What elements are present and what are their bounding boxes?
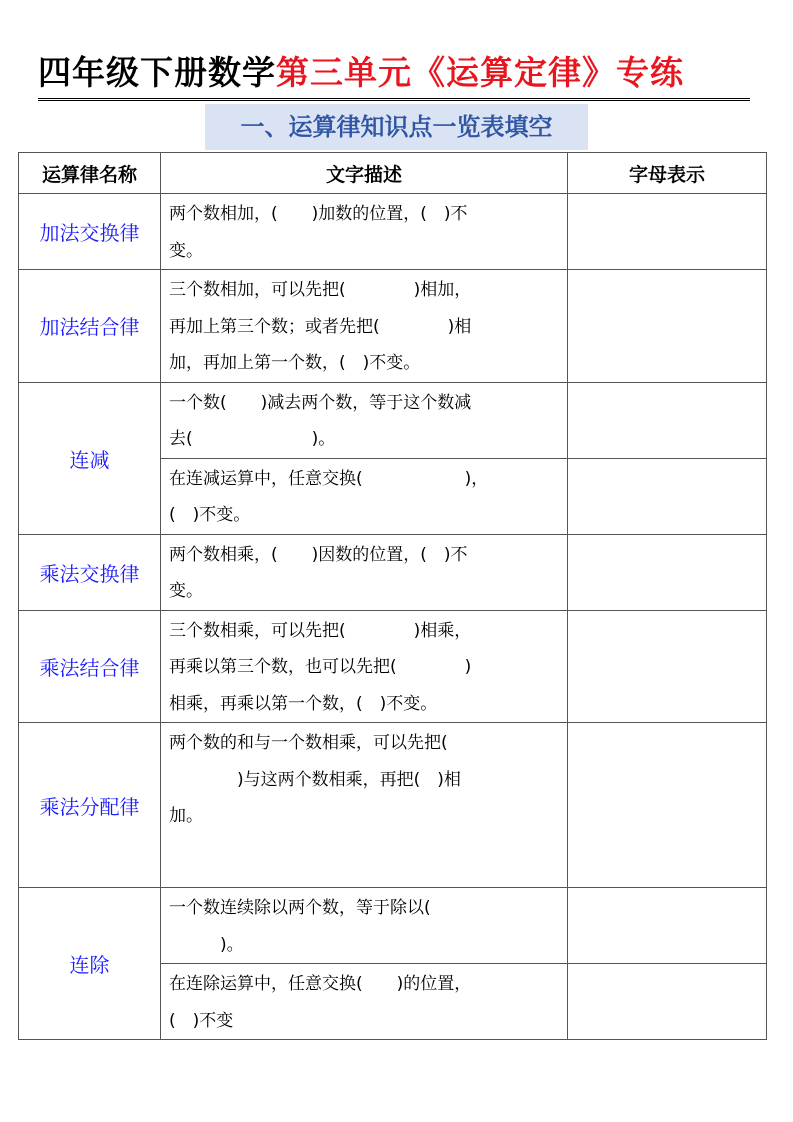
letter-form-answer-cell[interactable] bbox=[568, 458, 767, 534]
law-name: 连减 bbox=[19, 382, 161, 534]
table-row bbox=[19, 723, 767, 888]
letter-form-answer-cell[interactable] bbox=[568, 888, 767, 964]
law-name: 乘法交换律 bbox=[19, 534, 161, 610]
title-part-grade: 四年级下册数学 bbox=[38, 53, 276, 92]
section-heading: 一、运算律知识点一览表填空 bbox=[205, 104, 588, 150]
law-description: 在连除运算中，任意交换( )的位置， ( )不变 bbox=[161, 964, 568, 1040]
law-description: 三个数相乘，可以先把( )相乘， 再乘以第三个数，也可以先把( ) 相乘，再乘以第一个数，( )不变。 bbox=[161, 610, 568, 723]
laws-table bbox=[18, 152, 767, 1040]
header-letter-form: 字母表示 bbox=[568, 153, 767, 194]
law-name: 加法结合律 bbox=[19, 270, 161, 383]
law-name: 加法交换律 bbox=[19, 194, 161, 270]
law-description: 一个数连续除以两个数，等于除以( )。 bbox=[161, 888, 568, 964]
table-row bbox=[19, 270, 767, 383]
letter-form-answer-cell[interactable] bbox=[568, 534, 767, 610]
law-description: 两个数的和与一个数相乘，可以先把( )与这两个数相乘，再把( )相 加。 bbox=[161, 723, 568, 888]
law-name: 连除 bbox=[19, 888, 161, 1040]
law-description: 两个数相加，( )加数的位置，( )不 变。 bbox=[161, 194, 568, 270]
table-row bbox=[19, 382, 767, 458]
letter-form-answer-cell[interactable] bbox=[568, 964, 767, 1040]
page-title bbox=[38, 50, 750, 101]
letter-form-answer-cell[interactable] bbox=[568, 382, 767, 458]
table-header-row bbox=[19, 153, 767, 194]
table-row bbox=[19, 610, 767, 723]
header-description: 文字描述 bbox=[161, 153, 568, 194]
header-law-name: 运算律名称 bbox=[19, 153, 161, 194]
table-row bbox=[19, 888, 767, 964]
law-description: 两个数相乘，( )因数的位置，( )不 变。 bbox=[161, 534, 568, 610]
law-name: 乘法结合律 bbox=[19, 610, 161, 723]
letter-form-answer-cell[interactable] bbox=[568, 270, 767, 383]
letter-form-answer-cell[interactable] bbox=[568, 723, 767, 888]
law-name: 乘法分配律 bbox=[19, 723, 161, 888]
letter-form-answer-cell[interactable] bbox=[568, 610, 767, 723]
law-description: 三个数相加，可以先把( )相加， 再加上第三个数；或者先把( )相 加，再加上第一个数，( )不变。 bbox=[161, 270, 568, 383]
law-description: 一个数( )减去两个数，等于这个数减 去( )。 bbox=[161, 382, 568, 458]
title-part-unit: 第三单元《运算定律》专练 bbox=[276, 53, 684, 92]
table-row bbox=[19, 534, 767, 610]
law-description: 在连减运算中，任意交换( )， ( )不变。 bbox=[161, 458, 568, 534]
letter-form-answer-cell[interactable] bbox=[568, 194, 767, 270]
table-row bbox=[19, 194, 767, 270]
